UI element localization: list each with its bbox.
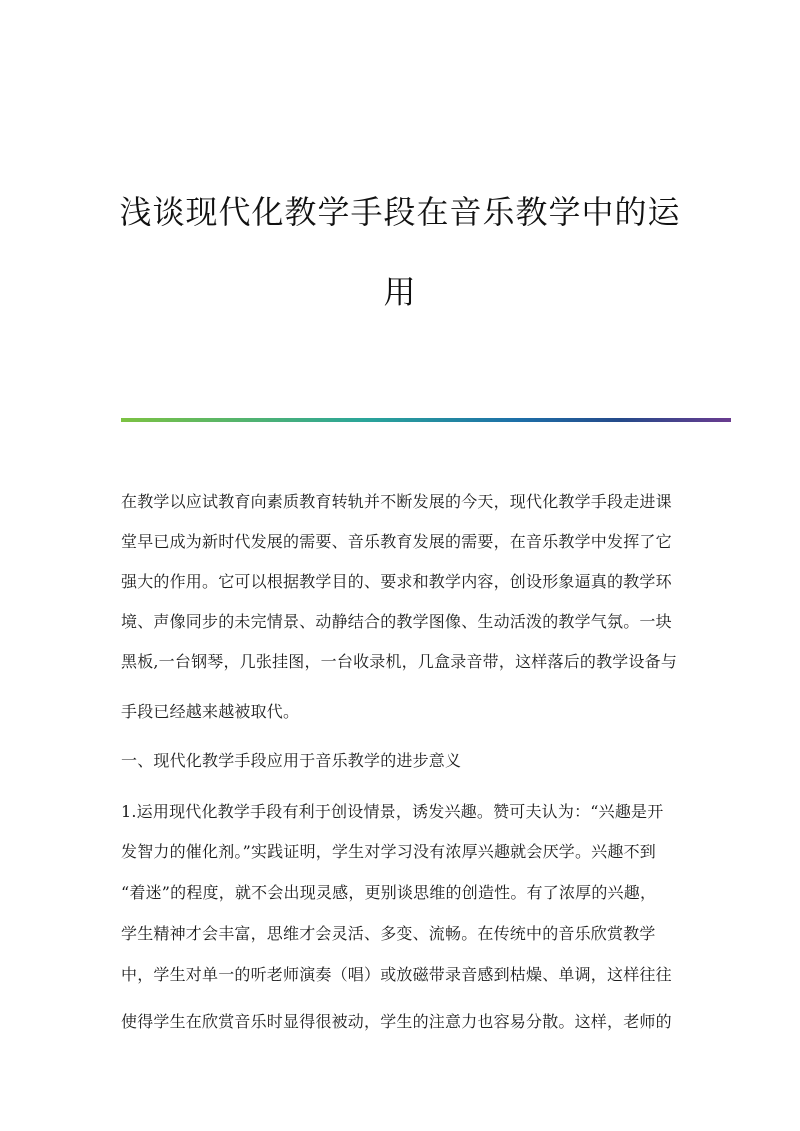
paragraph-line: 在教学以应试教育向素质教育转轨并不断发展的今天，现代化教学手段走进课 — [121, 492, 672, 511]
paragraph-line: 使得学生在欣赏音乐时显得很被动，学生的注意力也容易分散。这样，老师的 — [121, 1012, 672, 1031]
paragraph-line: 黑板,一台钢琴，几张挂图，一台收录机，几盒录音带，这样落后的教学设备与 — [121, 652, 678, 671]
paragraph-line: 发智力的催化剂。”实践证明，学生对学习没有浓厚兴趣就会厌学。兴趣不到 — [121, 842, 656, 861]
paragraph-line: “着迷”的程度，就不会出现灵感，更别谈思维的创造性。有了浓厚的兴趣， — [121, 883, 657, 902]
document-title-line-2: 用 — [383, 273, 417, 311]
paragraph-line: 学生精神才会丰富，思维才会灵活、多变、流畅。在传统中的音乐欣赏教学 — [121, 924, 656, 943]
paragraph-line: 堂早已成为新时代发展的需要、音乐教育发展的需要，在音乐教学中发挥了它 — [121, 532, 672, 551]
title-divider-gradient — [121, 418, 731, 422]
document-title-line-1: 浅谈现代化教学手段在音乐教学中的运 — [119, 193, 681, 231]
paragraph-line: 中，学生对单一的听老师演奏（唱）或放磁带录音感到枯燥、单调，这样往往 — [121, 965, 672, 984]
paragraph-line: 强大的作用。它可以根据教学目的、要求和教学内容，创设形象逼真的教学环 — [121, 572, 672, 591]
paragraph-line: 境、声像同步的未完情景、动静结合的教学图像、生动活泼的教学气氛。一块 — [121, 612, 672, 631]
section-heading: 一、现代化教学手段应用于音乐教学的进步意义 — [121, 751, 462, 770]
paragraph-line: 手段已经越来越被取代。 — [121, 702, 300, 721]
paragraph-line: 1.运用现代化教学手段有利于创设情景，诱发兴趣。赞可夫认为：“兴趣是开 — [121, 802, 664, 821]
